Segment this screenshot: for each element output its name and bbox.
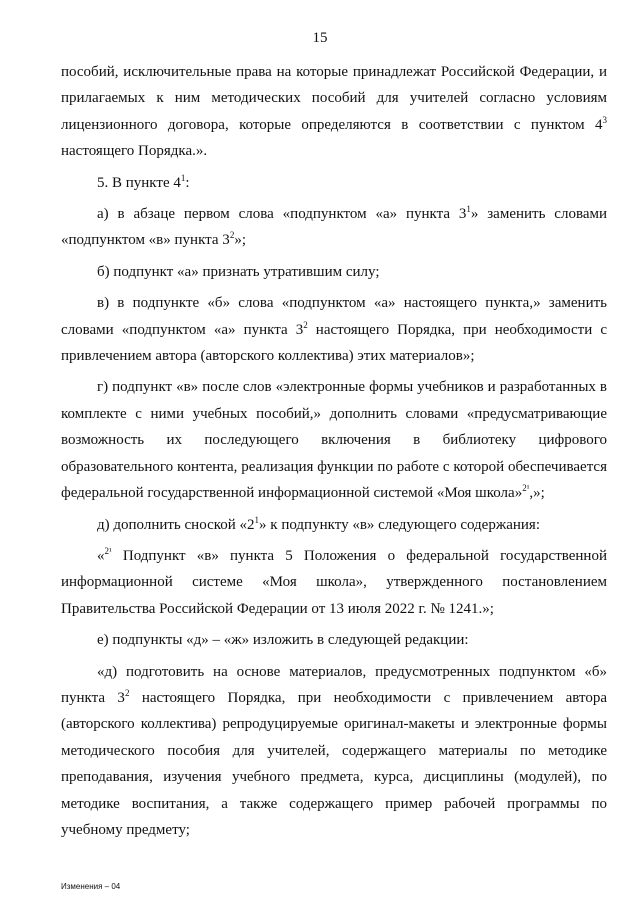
- superscript: 1: [254, 514, 260, 525]
- text-segment: » к подпункту «в» следующего содержания:: [259, 516, 540, 533]
- paragraph: [61, 201, 607, 254]
- paragraph: [61, 374, 607, 506]
- paragraph: [61, 259, 607, 285]
- text-segment: а) в абзаце первом слова «подпунктом «а» пункта 3: [97, 206, 467, 223]
- text-segment: пособий, исключительные права на которые принадлежат Российской Федерации, и прилагаемых к ним методических пособий для учителей согласно условиям лицензионного договора, которые определяются в соответствии с пунктом 4: [61, 64, 607, 133]
- paragraph: [61, 543, 607, 622]
- text-segment: «д) подготовить на основе материалов, предусмотренных подпунктом «б» пункта 3: [61, 663, 607, 706]
- superscript: 2¹: [104, 545, 112, 556]
- paragraph: [61, 290, 607, 369]
- paragraph: [61, 59, 607, 165]
- text-segment: настоящего Порядка.».: [61, 143, 208, 160]
- text-segment: б) подпункт «а» признать утратившим силу;: [97, 263, 380, 280]
- text-segment: »;: [234, 232, 246, 249]
- superscript: 1: [466, 204, 471, 215]
- superscript: 3: [602, 114, 607, 125]
- text-segment: «: [97, 547, 105, 564]
- superscript: 2: [124, 687, 130, 698]
- paragraph: [61, 627, 607, 653]
- text-segment: д) дополнить сноской «2: [97, 516, 255, 533]
- superscript: 2: [303, 319, 308, 330]
- text-segment: е) подпункты «д» – «ж» изложить в следующей редакции:: [97, 632, 469, 649]
- page-number: 15: [312, 30, 328, 46]
- text-segment: ,»;: [529, 485, 545, 502]
- footer-note: Изменения – 04: [61, 882, 121, 891]
- superscript: 2: [229, 230, 235, 241]
- text-segment: настоящего Порядка, при необходимости с привлечением автора (авторского коллектива) репродуцируемые оригинал-макеты и электронные формы методического пособия для учителей, содержащего материалы по методике преподавания, изучения учебного предмета, курса, дисциплины (модулей), по методике воспитания, а также содержащего пример рабочей программы по учебному предмету;: [61, 689, 607, 838]
- text-segment: :: [185, 174, 190, 191]
- superscript: 2¹: [522, 483, 530, 494]
- text-segment: настоящего Порядка, при необходимости с привлечением автора (авторского коллектива) этих материалов»;: [61, 321, 607, 365]
- text-segment: 5. В пункте 4: [97, 174, 181, 191]
- paragraph: [61, 659, 607, 844]
- text-segment: Подпункт «в» пункта 5 Положения о федеральной государственной информационной системе «Моя школа», утвержденного постановлением Правительства Российской Федерации от 13 июля 2022 г. № 1241.»;: [61, 547, 607, 617]
- text-segment: в) в подпункте «б» слова «подпунктом «а» настоящего пункта,» заменить словами «подпунктом «а» пункта 3: [61, 295, 607, 338]
- text-segment: » заменить словами «подпунктом «в» пункта 3: [61, 206, 608, 249]
- text-segment: г) подпункт «в» после слов «электронные формы учебников и разработанных в комплекте с ними учебных пособий,» дополнить словами «предусматривающие возможность их последующего включения в библиотеку цифрового образовательного контента, реализация функции по работе с которой обеспечивается федеральной государственной информационной системой «Моя школа»: [61, 379, 607, 502]
- paragraph: [61, 512, 607, 538]
- document-body: [61, 59, 607, 848]
- superscript: 1: [180, 172, 186, 183]
- paragraph: [61, 170, 607, 196]
